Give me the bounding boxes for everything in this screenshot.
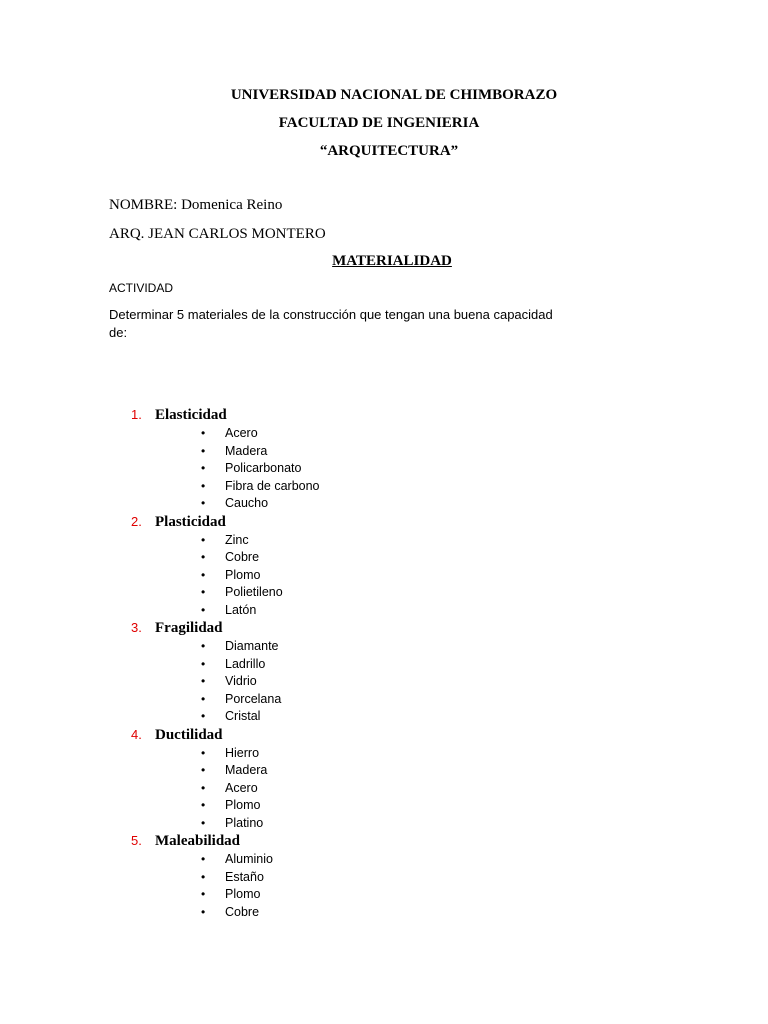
material-list: [0, 425, 768, 513]
professor-line: ARQ. JEAN CARLOS MONTERO: [109, 226, 326, 242]
material-label: Zinc: [225, 532, 249, 547]
property-number: 1.: [131, 407, 142, 422]
property-heading: [0, 512, 768, 532]
material-label: Cristal: [225, 709, 261, 724]
material-item: [0, 460, 768, 478]
material-label: Plomo: [225, 798, 261, 813]
property-heading: [0, 725, 768, 745]
material-label: Diamante: [225, 639, 279, 653]
property-heading: [0, 405, 768, 425]
material-item: [0, 762, 768, 780]
property-section: [0, 512, 768, 619]
property-number: 5.: [131, 833, 142, 848]
material-item: [0, 567, 768, 585]
bullet-icon: •: [201, 496, 206, 511]
bullet-icon: •: [201, 763, 206, 778]
bullet-icon: •: [201, 426, 206, 440]
material-list: [0, 851, 768, 921]
property-section: [0, 618, 768, 725]
bullet-icon: •: [201, 550, 206, 565]
material-item: [0, 708, 768, 726]
property-number: 3.: [131, 620, 142, 635]
property-list: [0, 405, 768, 938]
material-item: [0, 851, 768, 869]
bullet-icon: •: [201, 709, 206, 724]
material-list: [0, 532, 768, 620]
material-label: Plomo: [225, 887, 261, 902]
material-item: [0, 584, 768, 602]
bullet-icon: •: [201, 887, 206, 902]
material-item: [0, 797, 768, 815]
material-item: [0, 495, 768, 513]
material-item: [0, 745, 768, 763]
property-title: Maleabilidad: [155, 833, 241, 849]
material-label: Cobre: [225, 550, 260, 565]
material-label: Madera: [225, 763, 268, 778]
property-number: 2.: [131, 513, 142, 529]
bullet-icon: •: [201, 639, 206, 653]
bullet-icon: •: [201, 815, 206, 830]
bullet-icon: •: [201, 798, 206, 813]
material-label: Fibra de carbono: [225, 478, 320, 493]
material-label: Latón: [225, 602, 257, 617]
bullet-icon: •: [201, 585, 206, 600]
material-item: [0, 549, 768, 567]
material-list: [0, 745, 768, 833]
property-section: [0, 831, 768, 938]
subject-title: MATERIALIDAD: [332, 253, 452, 269]
activity-label: ACTIVIDAD: [109, 281, 174, 295]
career-title: “ARQUITECTURA”: [319, 143, 459, 159]
property-title: Plasticidad: [155, 513, 226, 530]
property-title: Fragilidad: [155, 620, 223, 636]
bullet-icon: •: [201, 745, 206, 760]
material-item: [0, 602, 768, 620]
property-number: 4.: [131, 726, 142, 742]
student-name-line: NOMBRE: Domenica Reino: [109, 197, 283, 213]
property-heading: [0, 618, 768, 638]
material-label: Acero: [225, 426, 258, 440]
material-item: [0, 443, 768, 461]
material-label: Platino: [225, 815, 264, 830]
property-title: Ductilidad: [155, 726, 223, 743]
material-label: Plomo: [225, 567, 261, 582]
university-title: UNIVERSIDAD NACIONAL DE CHIMBORAZO: [230, 87, 558, 103]
bullet-icon: •: [201, 869, 206, 884]
bullet-icon: •: [201, 674, 206, 689]
material-label: Porcelana: [225, 691, 282, 706]
bullet-icon: •: [201, 461, 206, 476]
material-item: [0, 886, 768, 904]
bullet-icon: •: [201, 691, 206, 706]
bullet-icon: •: [201, 904, 206, 919]
material-item: [0, 532, 768, 550]
material-label: Ladrillo: [225, 656, 266, 671]
bullet-icon: •: [201, 852, 206, 866]
property-section: [0, 725, 768, 832]
material-label: Vidrio: [225, 674, 257, 689]
material-item: [0, 425, 768, 443]
material-item: [0, 478, 768, 496]
material-label: Cobre: [225, 904, 260, 919]
faculty-title: FACULTAD DE INGENIERIA: [278, 115, 480, 131]
material-label: Estaño: [225, 869, 264, 884]
bullet-icon: •: [201, 478, 206, 493]
bullet-icon: •: [201, 602, 206, 617]
material-label: Hierro: [225, 745, 260, 760]
material-item: [0, 691, 768, 709]
property-section: [0, 405, 768, 512]
material-item: [0, 638, 768, 656]
material-item: [0, 656, 768, 674]
material-label: Acero: [225, 780, 258, 795]
material-label: Caucho: [225, 496, 269, 511]
bullet-icon: •: [201, 780, 206, 795]
property-title: Elasticidad: [155, 407, 227, 423]
bullet-icon: •: [201, 532, 206, 547]
material-item: [0, 869, 768, 887]
material-label: Aluminio: [225, 852, 273, 866]
property-heading: [0, 831, 768, 851]
material-item: [0, 904, 768, 922]
material-label: Polietileno: [225, 585, 283, 600]
bullet-icon: •: [201, 567, 206, 582]
material-item: [0, 815, 768, 833]
material-list: [0, 638, 768, 726]
bullet-icon: •: [201, 443, 206, 458]
material-label: Policarbonato: [225, 461, 302, 476]
bullet-icon: •: [201, 656, 206, 671]
material-item: [0, 780, 768, 798]
instruction-text: Determinar 5 materiales de la construcción que tengan una buena capacidad de:: [109, 307, 553, 340]
material-item: [0, 673, 768, 691]
material-label: Madera: [225, 443, 268, 458]
